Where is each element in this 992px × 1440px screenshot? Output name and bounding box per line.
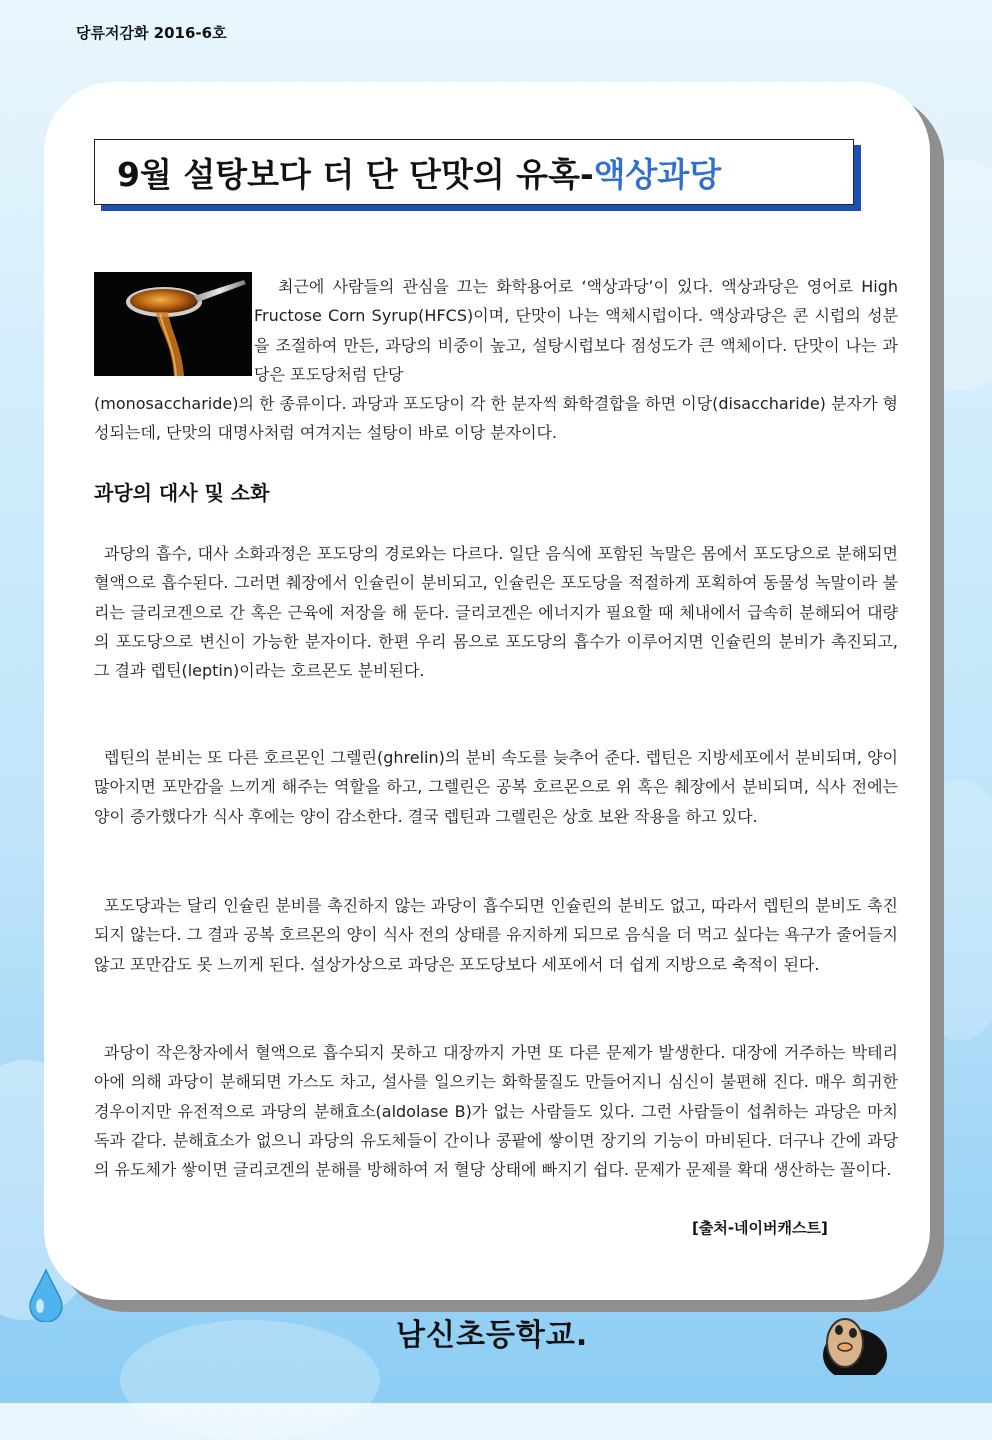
background-bubble [120, 1320, 380, 1440]
title-main: 9월 설탕보다 더 단 단맛의 유혹- [117, 154, 594, 194]
source-credit: [출처-네이버캐스트] [692, 1219, 828, 1237]
intro-text-rest: (monosaccharide)의 한 종류이다. 과당과 포도당이 각 한 분자씩 화학결합을 하면 이당(disaccharide) 분자가 형성되는데, 단맛의 대명사처럼 여겨지는 설탕이 바로 이당 분자이다. [94, 394, 898, 443]
school-name: 남신초등학교. [396, 1318, 589, 1353]
paragraph: 렙틴의 분비는 또 다른 호르몬인 그렐린(ghrelin)의 분비 속도를 늦추어 준다. 렙틴은 지방세포에서 분비되며, 양이 많아지면 포만감을 느끼게 해주는 역할을 하고, 그렐린은 공복 호르몬으로 위 혹은 췌장에서 분비되며, 식사 전에는 양이 증가했다가 식사 후에는 양이 감소한다. 결국 렙틴과 그렐린은 상호 보완 작용을 하고 있다. [94, 748, 898, 826]
paragraph: 포도당과는 달리 인슐린 분비를 촉진하지 않는 과당이 흡수되면 인슐린의 분비도 없고, 따라서 렙틴의 분비도 촉진되지 않는다. 그 결과 공복 호르몬의 양이 식사 전의 상태를 유지하게 되므로 음식을 더 먹고 싶다는 욕구가 줄어들지 않고 포만감도 못 느끼게 된다. 설상가상으로 과당은 포도당보다 세포에서 더 쉽게 지방으로 축적이 된다. [94, 896, 898, 974]
section-heading: 과당의 대사 및 소화 [94, 481, 270, 505]
intro-text-first: 최근에 사람들의 관심을 끄는 화학용어로 ‘액상과당’이 있다. 액상과당은 영어로 High Fructose Corn Syrup(HFCS)이며, 단맛이 나는 액체시럽이다. 액상과당은 콘 시럽의 성분을 조절하여 만든, 과당의 비중이 높고, 설탕시럽보다 점성도가 큰 액체이다. 단맛이 나는 과당은 포도당처럼 단당 [254, 277, 898, 384]
issue-header: 당류저감화 2016-6호 [76, 24, 227, 42]
syrup-spoon-image [94, 272, 252, 376]
syrup-spoon-illustration [94, 272, 252, 376]
penguin-character-icon [815, 1285, 895, 1375]
paragraph: 과당의 흡수, 대사 소화과정은 포도당의 경로와는 다르다. 일단 음식에 포함된 녹말은 몸에서 포도당으로 분해되면 혈액으로 흡수된다. 그러면 췌장에서 인슐린이 분비되고, 인슐린은 포도당을 적절하게 포획하여 동물성 녹말이라 불리는 글리코겐으로 간 혹은 근육에 저장을 해 둔다. 글리코겐은 에너지가 필요할 때 체내에서 급속히 분해되어 대량의 포도당으로 변신이 가능한 분자이다. 한편 우리 몸으로 포도당의 흡수가 이루어지면 인슐린의 분비가 촉진되고, 그 결과 렙틴(leptin)이라는 호르몬도 분비된다. [94, 544, 898, 681]
paragraph: 과당이 작은창자에서 혈액으로 흡수되지 못하고 대장까지 가면 또 다른 문제가 발생한다. 대장에 거주하는 박테리아에 의해 과당이 분해되면 가스도 차고, 설사를 일으키는 화학물질도 만들어지니 심신이 불편해 진다. 매우 희귀한 경우이지만 유전적으로 과당의 분해효소(aldolase B)가 없는 사람들도 있다. 그런 사람들이 섭취하는 과당은 마치 독과 같다. 분해효소가 없으니 과당의 유도체들이 간이나 콩팥에 쌓이면 장기의 기능이 마비된다. 더구나 간에 과당의 유도체가 쌓이면 글리코겐의 분해를 방해하여 저 혈당 상태에 빠지기 쉽다. 문제가 문제를 확대 생산하는 꼴이다. [94, 1043, 898, 1180]
page-title [94, 139, 854, 205]
title-accent: 액상과당 [593, 154, 722, 194]
water-drop-icon [52, 1328, 64, 1346]
water-drop-icon [28, 1268, 64, 1322]
